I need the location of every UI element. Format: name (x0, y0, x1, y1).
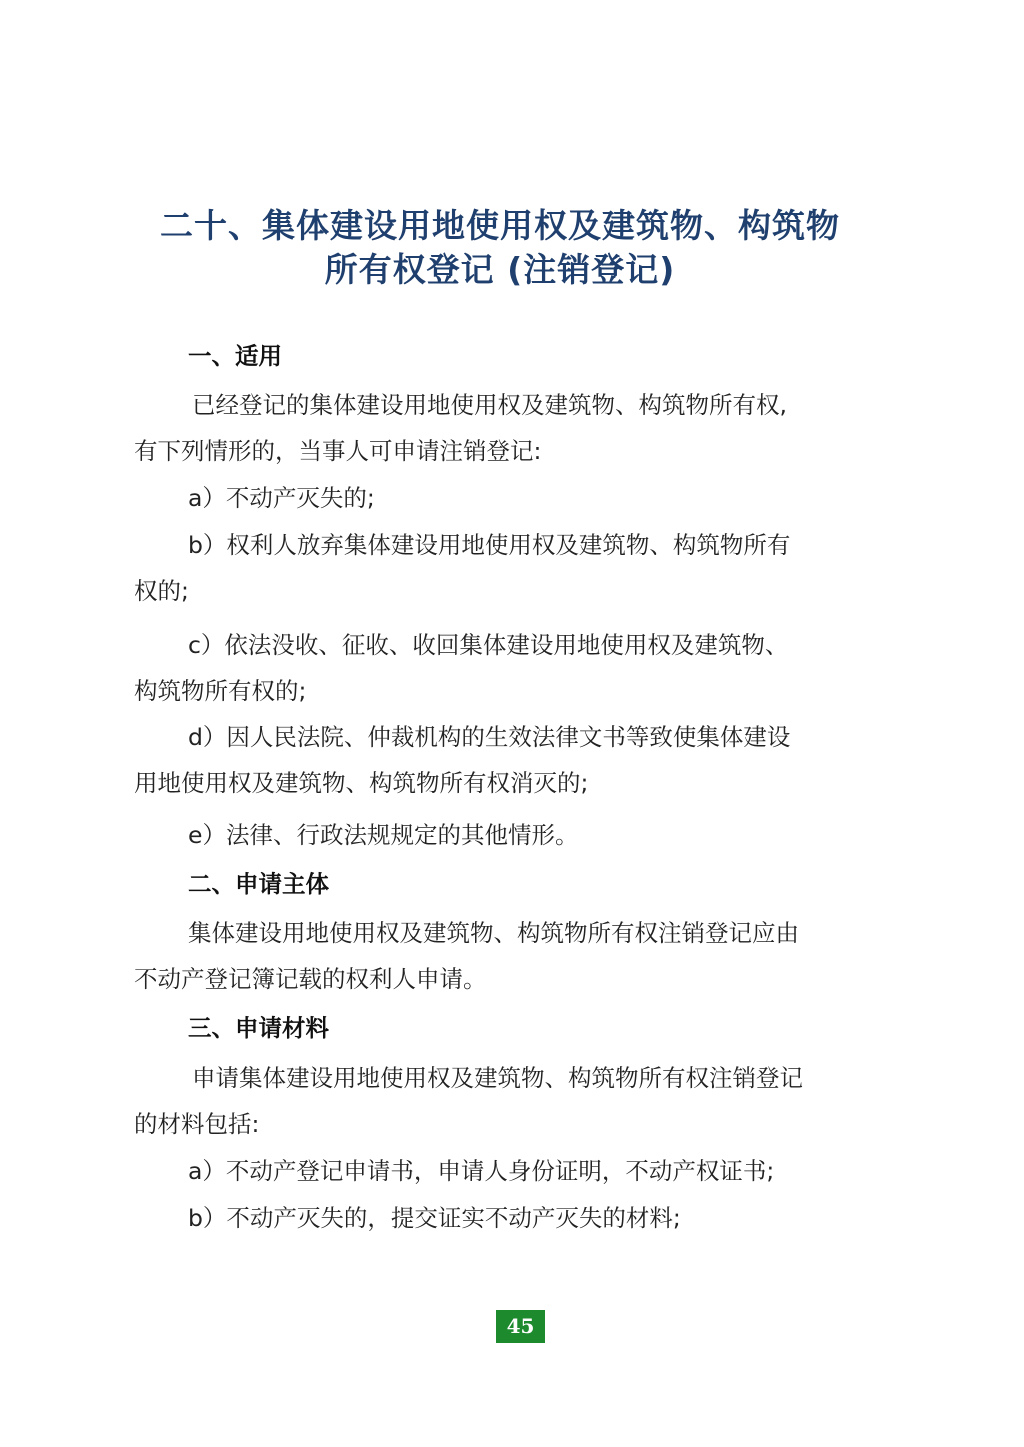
applicability-item-b-line-2: 权的; (134, 577, 189, 605)
page-title (100, 204, 900, 292)
section-heading-applicability: 一、适用 (188, 342, 282, 370)
section-heading-materials: 三、申请材料 (188, 1014, 329, 1042)
applicability-item-d (134, 714, 900, 806)
applicability-item-c-line-1: c）依法没收、征收、收回集体建设用地使用权及建筑物、 (188, 631, 789, 659)
applicability-item-a: a）不动产灭失的; (188, 484, 375, 512)
applicant-text-line-1: 集体建设用地使用权及建筑物、构筑物所有权注销登记应由 (188, 919, 799, 947)
applicability-item-d-line-2: 用地使用权及建筑物、构筑物所有权消灭的; (134, 769, 589, 797)
applicability-item-c-line-2: 构筑物所有权的; (134, 677, 307, 705)
applicability-intro (134, 382, 900, 474)
materials-item-a: a）不动产登记申请书，申请人身份证明，不动产权证书; (188, 1157, 775, 1185)
materials-intro-line-1: 申请集体建设用地使用权及建筑物、构筑物所有权注销登记 (192, 1064, 803, 1092)
page-title-line-1: 二十、集体建设用地使用权及建筑物、构筑物 (160, 206, 840, 246)
applicability-item-b (134, 522, 900, 614)
materials-intro-line-2: 的材料包括: (134, 1110, 260, 1138)
page-number-badge: 45 (496, 1310, 545, 1343)
applicant-text-line-2: 不动产登记簿记载的权利人申请。 (134, 965, 487, 993)
applicant-text (134, 910, 900, 1002)
applicability-item-b-line-1: b）权利人放弃集体建设用地使用权及建筑物、构筑物所有 (188, 531, 791, 559)
page-title-line-2: 所有权登记 (注销登记) (324, 250, 676, 290)
applicability-item-c (134, 622, 900, 714)
materials-item-b: b）不动产灭失的，提交证实不动产灭失的材料; (188, 1204, 681, 1232)
applicability-intro-line-1: 已经登记的集体建设用地使用权及建筑物、构筑物所有权, (192, 391, 787, 419)
materials-intro (134, 1055, 900, 1147)
applicability-item-e: e）法律、行政法规规定的其他情形。 (188, 821, 579, 849)
applicability-item-d-line-1: d）因人民法院、仲裁机构的生效法律文书等致使集体建设 (188, 723, 791, 751)
applicability-intro-line-2: 有下列情形的，当事人可申请注销登记: (134, 437, 542, 465)
section-heading-applicant: 二、申请主体 (188, 870, 329, 898)
